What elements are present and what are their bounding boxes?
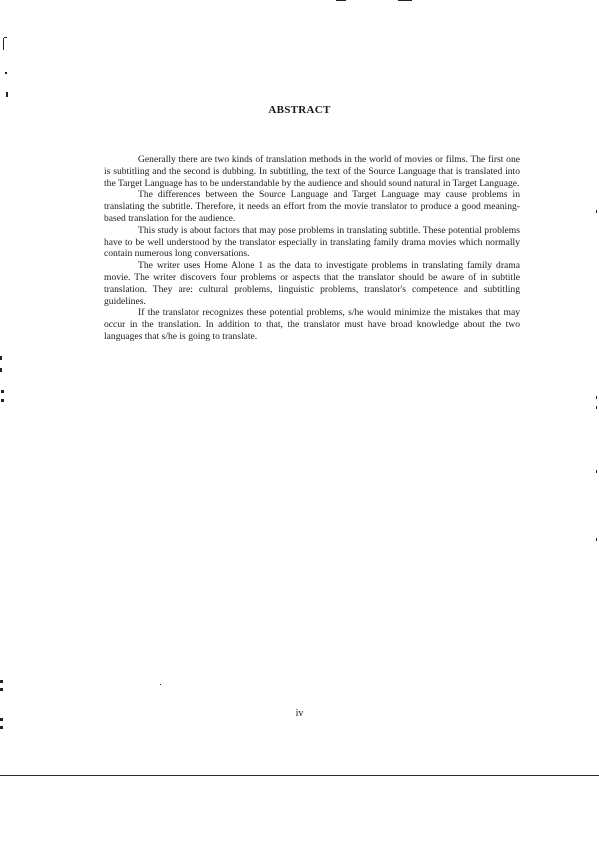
paragraph: Generally there are two kinds of translation methods in the world of movies or films. The first one is subtitling and the second is dubbing. In subtitling, the text of the Source Language that is translated into the Target Language has to be understandable by the audience and should sound natural in Target Language.	[104, 154, 520, 189]
scan-mark	[3, 38, 4, 50]
paragraph: This study is about factors that may pose problems in translating subtitle. These potential problems have to be well understood by the translator especially in translating family drama movies which normally contain numerous long conversations.	[104, 224, 520, 260]
scan-mark	[596, 406, 597, 409]
scan-mark	[596, 396, 597, 399]
paragraph: If the translator recognizes these potential problems, s/he would minimize the mistakes that may occur in the translation. In addition to that, the translator must have broad knowledge about the two languages that s/he is going to translate.	[104, 307, 520, 342]
scan-mark	[0, 368, 2, 372]
paragraph: The writer uses Home Alone 1 as the data to investigate problems in translating family drama movie. The writer discovers four problems or aspects that the translator should be aware of in subtitle translation. They are: cultural problems, linguistic problems, translator's competence and subtitling guidelines.	[104, 260, 520, 307]
scan-mark	[6, 92, 8, 97]
scan-edge-line	[0, 775, 599, 776]
scan-mark	[5, 72, 7, 74]
scan-mark	[596, 210, 597, 213]
scan-mark	[4, 37, 7, 38]
scan-mark	[1, 390, 4, 393]
scan-mark	[0, 726, 3, 729]
page-number: iv	[295, 708, 304, 719]
scan-mark	[0, 688, 3, 691]
paragraph: The differences between the Source Language and Target Language may cause problems in translating the subtitle. Therefore, it needs an effort from the movie translator to produce a good meaning-based translation for the audience.	[104, 189, 520, 224]
scan-mark	[160, 684, 161, 685]
scan-mark	[0, 356, 2, 360]
scan-mark	[398, 0, 412, 1]
document-title: ABSTRACT	[268, 104, 331, 116]
scan-mark	[596, 470, 597, 473]
scan-mark	[596, 538, 597, 541]
scan-mark	[336, 0, 346, 1]
abstract-body	[104, 154, 520, 343]
scan-mark	[0, 680, 3, 683]
scan-mark	[1, 399, 4, 402]
